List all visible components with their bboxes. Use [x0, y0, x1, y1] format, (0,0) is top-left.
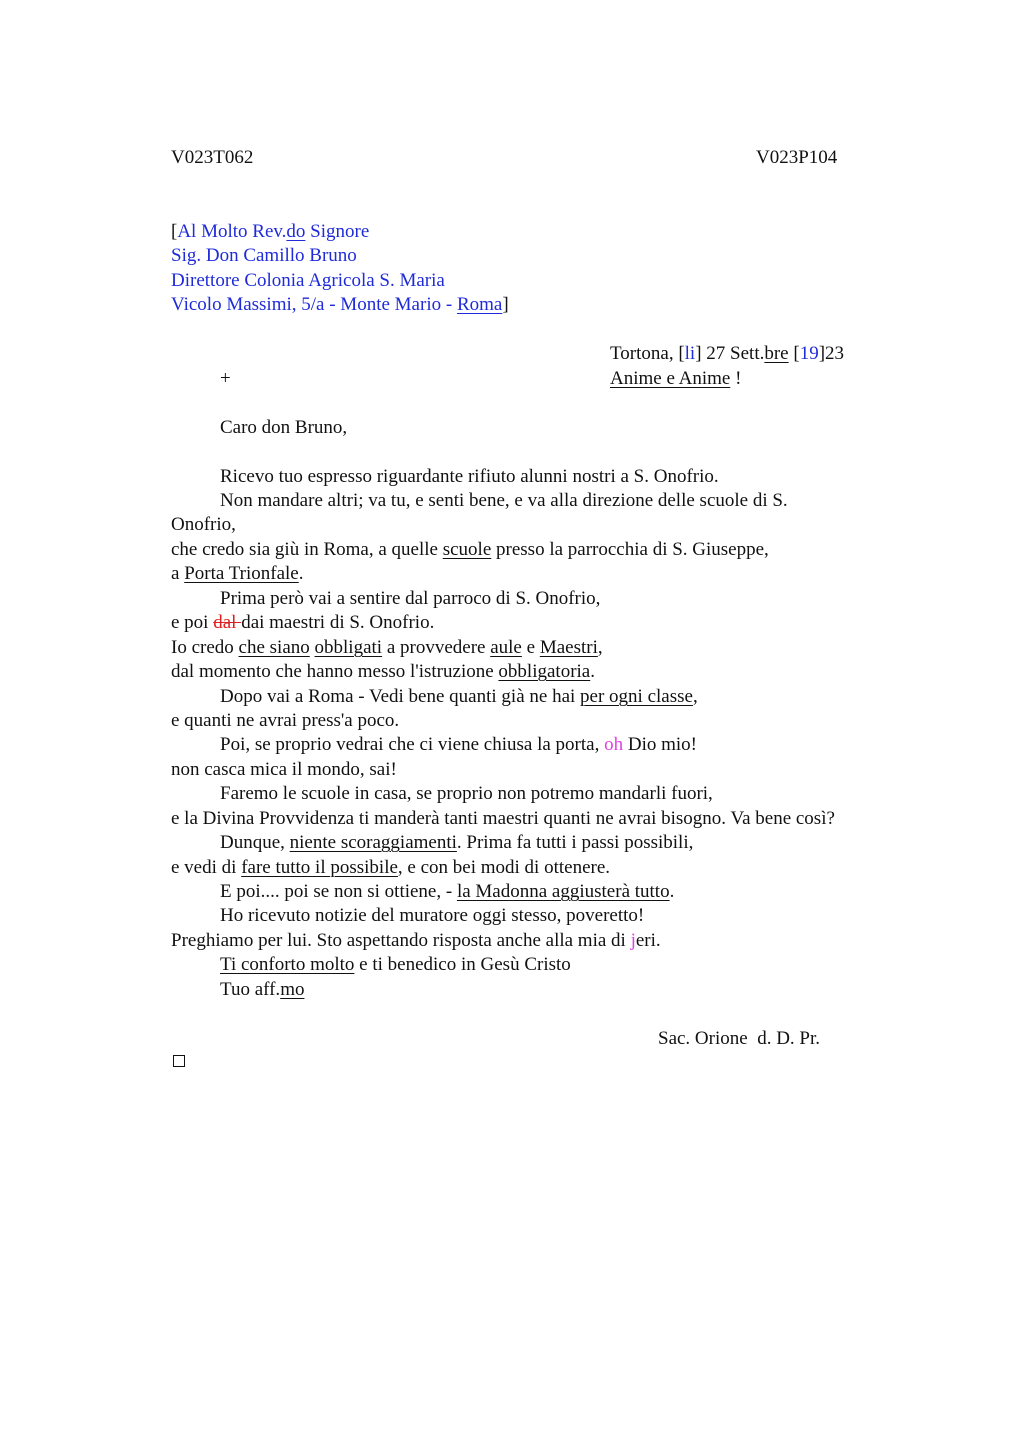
body-line: e quanti ne avrai press'a poco.: [171, 710, 400, 731]
body-line: Preghiamo per lui. Sto aspettando risposta anche alla mia di jeri.: [171, 930, 661, 951]
deleted-text: dal: [213, 612, 242, 633]
end-box-symbol: [173, 1055, 185, 1067]
body-line: che credo sia giù in Roma, a quelle scuole presso la parrocchia di S. Giuseppe,: [171, 539, 769, 560]
body-line: e la Divina Provvidenza ti manderà tanti maestri quanti ne avrai bisogno. Va bene così?: [171, 808, 835, 829]
body-line: Onofrio,: [171, 514, 236, 535]
cross-symbol: +: [220, 368, 231, 389]
motto: Anime e Anime !: [610, 368, 742, 389]
body-line: Io credo che siano obbligati a provvedere aule e Maestri,: [171, 637, 603, 658]
address-line-3: Direttore Colonia Agricola S. Maria: [171, 270, 445, 291]
salutation: Caro don Bruno,: [220, 417, 348, 438]
document-code-right: V023P104: [756, 147, 838, 168]
address-line-1: [Al Molto Rev.do Signore: [171, 221, 370, 242]
address-line-2: Sig. Don Camillo Bruno: [171, 245, 357, 266]
body-line: Dopo vai a Roma - Vedi bene quanti già ne hai per ogni classe,: [220, 686, 698, 707]
body-line: Faremo le scuole in casa, se proprio non potremo mandarli fuori,: [220, 783, 713, 804]
signature: Sac. Orione d. D. Pr.: [658, 1028, 821, 1049]
body-line: Ricevo tuo espresso riguardante rifiuto alunni nostri a S. Onofrio.: [220, 466, 719, 487]
body-line: Prima però vai a sentire dal parroco di S. Onofrio,: [220, 588, 601, 609]
address-line-4: Vicolo Massimi, 5/a - Monte Mario - Roma]: [171, 294, 509, 315]
body-line: E poi.... poi se non si ottiene, - la Madonna aggiusterà tutto.: [220, 881, 675, 902]
document-code-left: V023T062: [171, 147, 254, 168]
body-line: e poi dal dai maestri di S. Onofrio.: [171, 612, 435, 633]
body-line: Dunque, niente scoraggiamenti. Prima fa tutti i passi possibili,: [220, 832, 694, 853]
body-line: a Porta Trionfale.: [171, 563, 304, 584]
body-line: e vedi di fare tutto il possibile, e con bei modi di ottenere.: [171, 857, 611, 878]
dateline: Tortona, [li] 27 Sett.bre [19]23: [610, 343, 845, 364]
body-line: Ti conforto molto e ti benedico in Gesù Cristo: [220, 954, 571, 975]
body-line: Poi, se proprio vedrai che ci viene chiusa la porta, oh Dio mio!: [220, 734, 697, 755]
body-line: Non mandare altri; va tu, e senti bene, e va alla direzione delle scuole di S.: [220, 490, 788, 511]
body-line: Ho ricevuto notizie del muratore oggi stesso, poveretto!: [220, 905, 645, 926]
body-line: non casca mica il mondo, sai!: [171, 759, 397, 780]
body-line: Tuo aff.mo: [220, 979, 305, 1000]
body-line: dal momento che hanno messo l'istruzione obbligatoria.: [171, 661, 595, 682]
